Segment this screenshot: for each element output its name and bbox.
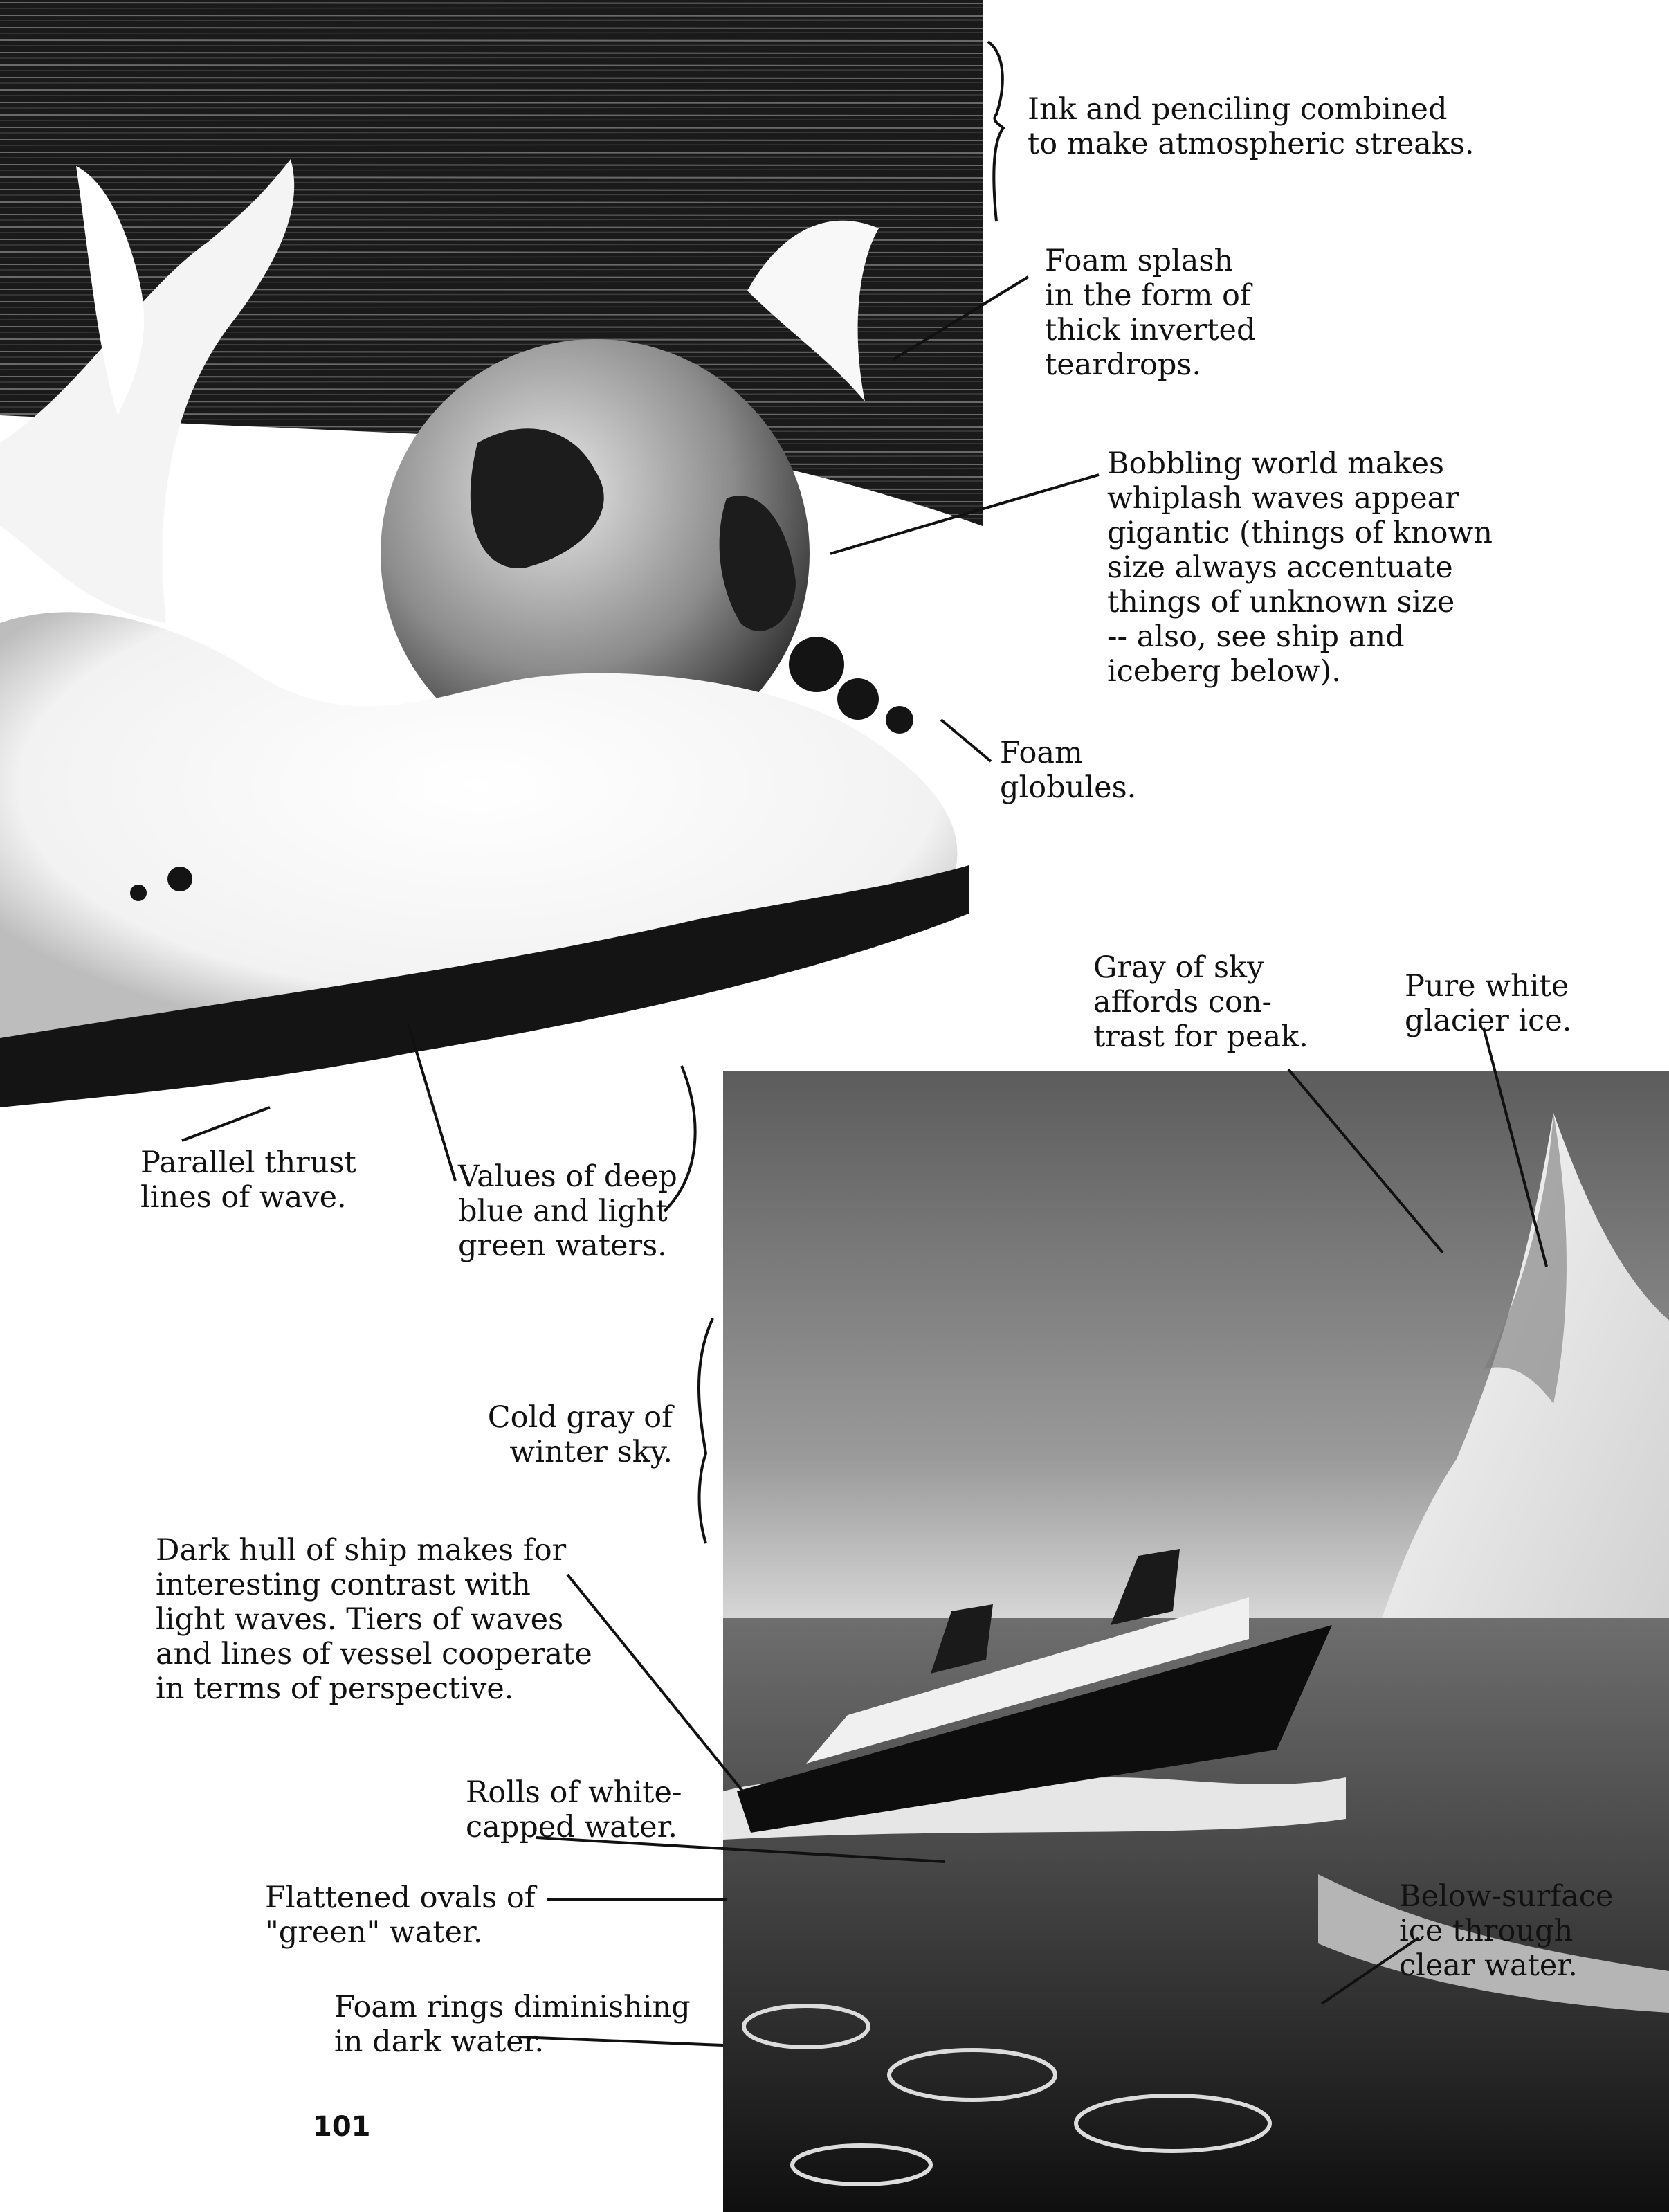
foam-splash-leader xyxy=(893,277,1028,360)
bobbling-world-leader xyxy=(830,475,1099,554)
caption-gray-of-sky: Gray of sky affords con- trast for peak. xyxy=(1093,950,1308,1054)
caption-cold-gray-sky: Cold gray of winter sky. xyxy=(487,1400,673,1469)
caption-bobbling-world: Bobbling world makes whiplash waves appear gigantic (things of known size always accentuate things of unknown size -- also, see ship and iceberg below). xyxy=(1107,446,1493,689)
caption-pure-white-ice: Pure white glacier ice. xyxy=(1405,969,1572,1038)
caption-rolls-whitecapped: Rolls of white- capped water. xyxy=(466,1775,682,1844)
caption-flattened-ovals: Flattened ovals of "green" water. xyxy=(265,1880,536,1950)
caption-dark-hull: Dark hull of ship makes for interesting contrast with light waves. Tiers of waves and lines of vessel cooperate in terms of perspective. xyxy=(156,1533,592,1706)
parallel-thrust-leader xyxy=(182,1107,270,1141)
caption-values-deep-blue: Values of deep blue and light green waters. xyxy=(458,1159,677,1263)
foam-globules-leader xyxy=(941,720,991,761)
values-deep-blue-leader xyxy=(408,1024,455,1181)
ink-penciling-brace xyxy=(988,42,1003,221)
dark-hull-leader xyxy=(567,1575,744,1793)
pure-white-ice-leader xyxy=(1484,1028,1547,1267)
page-number: 101 xyxy=(313,2111,371,2143)
caption-parallel-thrust: Parallel thrust lines of wave. xyxy=(140,1145,356,1215)
caption-ink-penciling: Ink and penciling combined to make atmospheric streaks. xyxy=(1028,92,1475,161)
caption-foam-splash: Foam splash in the form of thick inverted teardrops. xyxy=(1045,244,1256,382)
cold-gray-brace xyxy=(699,1318,713,1543)
caption-below-surface-ice: Below-surface ice through clear water. xyxy=(1399,1879,1614,1983)
caption-foam-rings: Foam rings diminishing in dark water. xyxy=(334,1990,691,2059)
caption-foam-globules: Foam globules. xyxy=(1000,736,1137,805)
gray-sky-leader xyxy=(1288,1069,1443,1253)
